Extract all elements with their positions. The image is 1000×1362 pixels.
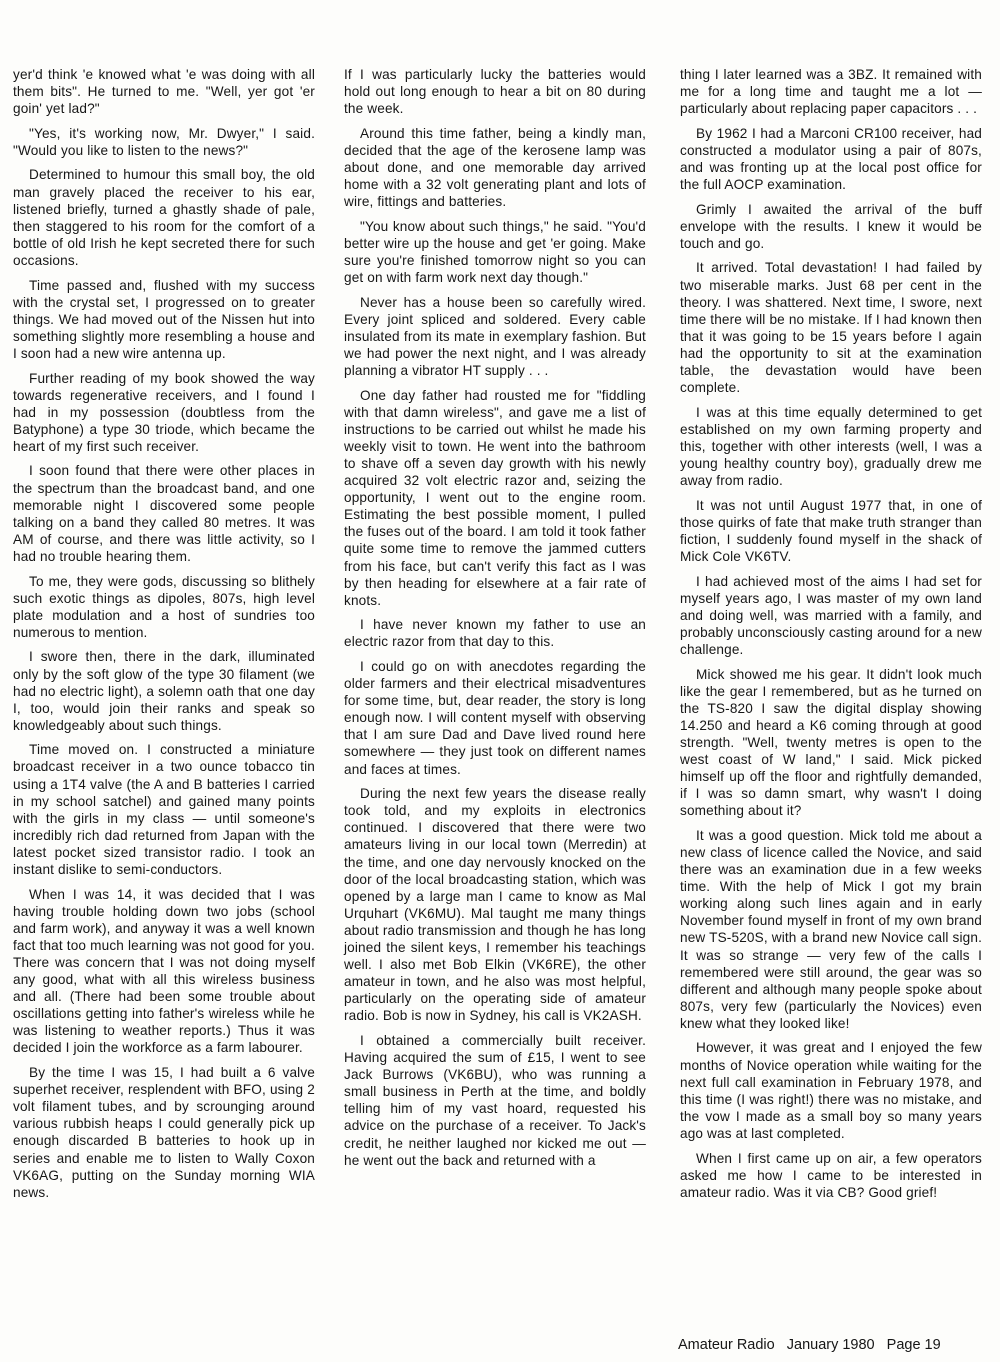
- paragraph: I swore then, there in the dark, illuminated only by the soft glow of the type 30 filament (we had no electric light), a solemn oath that one day I, too, would join their ranks and speak so knowledgeably about such things.: [13, 649, 315, 733]
- issue-date: January 1980: [786, 1337, 875, 1353]
- paragraph: I soon found that there were other places in the spectrum than the broadcast band, and one memorable night I discovered some people talking on a band they called 80 metres. It was AM of course, and there was little activity, so I had no trouble hearing them.: [13, 463, 315, 564]
- paragraph: I could go on with anecdotes regarding the older farmers and their electrical misadventures for some time, but, dear reader, the story is long enough now. I will content myself with observing that I am sure Dad and Dave lived round here somewhere — they just took on different names and faces at times.: [344, 659, 646, 777]
- paragraph: "Yes, it's working now, Mr. Dwyer," I said. "Would you like to listen to the news?": [13, 125, 315, 158]
- paragraph: I obtained a commercially built receiver. Having acquired the sum of £15, I went to see Jack Burrows (VK6BU), who was running a small business in Perth at the time, and boldly telling him of my vast hoard, requested his advice on the purchase of a receiver. To Jack's credit, he neither laughed nor kicked me out — he went out the back and returned with a: [344, 1032, 646, 1168]
- page-number: Page 19: [886, 1337, 941, 1353]
- paragraph: I had achieved most of the aims I had set for myself years ago, I was master of my own land and doing well, was married with a family, and probably unconsciously casting around for a new challenge.: [680, 573, 982, 657]
- paragraph: When I first came up on air, a few operators asked me how I came to be interested in amateur radio. Was it via CB? Good grief!: [680, 1150, 982, 1200]
- paragraph: Time passed and, flushed with my success with the crystal set, I progressed on to greater things. We had moved out of the Nissen hut into something slightly more resembling a house and I soon had a new wire antenna up.: [13, 277, 315, 361]
- text-column-3: [680, 66, 982, 1208]
- paragraph: To me, they were gods, discussing so blithely such exotic things as dipoles, 807s, high level plate modulation and a host of sundries too numerous to mention.: [13, 573, 315, 640]
- paragraph: If I was particularly lucky the batteries would hold out long enough to hear a bit on 80 during the week.: [344, 67, 646, 117]
- paragraph: I have never known my father to use an electric razor from that day to this.: [344, 617, 646, 650]
- paragraph: It was a good question. Mick told me about a new class of licence called the Novice, and said there was an examination due in a few weeks time. With the help of Mick I got my brain working along such lines again and in early November found myself in front of my own brand new TS-520S, with a brand new Novice call sign. It was so strange — very few of the calls I remembered were still around, the gear was so different and although many people spoke about 807s, very few (particularly the Novices) even knew what they looked like!: [680, 827, 982, 1031]
- paragraph: Time moved on. I constructed a miniature broadcast receiver in a two ounce tobacco tin using a 1T4 valve (the A and B batteries I carried in my school satchel) and gained many points with the girls in my class — until someone's incredibly rich dad returned from Japan with the latest pocket sized transistor radio. I took an instant dislike to semi-conductors.: [13, 742, 315, 878]
- paragraph: Further reading of my book showed the way towards regenerative receivers, and I found I had in my possession (doubtless from the Batyphone) a type 30 triode, which became the heart of my first such receiver.: [13, 370, 315, 454]
- page-footer: [678, 1336, 988, 1354]
- paragraph: Determined to humour this small boy, the old man gravely placed the receiver to his ear, listened briefly, turned a ghastly shade of pale, then staggered to his room for the comfort of a bottle of old Irish he kept secreted there for such occasions.: [13, 167, 315, 268]
- paragraph: Grimly I awaited the arrival of the buff envelope with the results. I knew it would be touch and go.: [680, 201, 982, 251]
- paragraph: During the next few years the disease really took told, and my exploits in electronics continued. I discovered that there were two amateurs living in our local town (Merredin) at the time, and one day nervously knocked on the door of the local broadcasting station, which was opened by a large man I came to know as Mal Urquhart (VK6MU). Mal taught me many things about radio transmission and though he has long joined the silent keys, I remember his teachings well. I also met Bob Elkin (VK6RE), the other amateur in town, and he also was most helpful, particularly on the operating side of amateur radio. Bob is now in Sydney, his call is VK2ASH.: [344, 786, 646, 1024]
- paragraph: Never has a house been so carefully wired. Every joint spliced and soldered. Every cable insulated from its mate in exemplary fashion. But we had power the next night, and I was already planning a vibrator HT supply . . .: [344, 294, 646, 378]
- paragraph: One day father had rousted me for "fiddling with that damn wireless", and gave me a list of instructions to be carried out whilst he made his weekly visit to town. He went into the bathroom to shave off a seven day growth with his newly acquired 32 volt electric razor and, seizing the opportunity, I went out to the engine room. Estimating the best possible moment, I pulled the fuses out of the board. I am told it took father quite some time to remove the jammed cutters from his face, but can't verify this fact as I was by then heading for elsewhere at a fair rate of knots.: [344, 387, 646, 608]
- text-column-1: [13, 66, 315, 1208]
- paragraph: "You know about such things," he said. "You'd better wire up the house and get 'er going. Make sure you're finished tomorrow night so you can get on with farm work next day though.": [344, 218, 646, 286]
- paragraph: By the time I was 15, I had built a 6 valve superhet receiver, resplendent with BFO, using 2 volt filament tubes, and by scrounging around various rubbish heaps I could generally pick up enough discarded B batteries to hook up in series and enable me to listen to Wally Coxon VK6AG, putting on the Sunday morning WIA news.: [13, 1065, 315, 1200]
- paragraph: Around this time father, being a kindly man, decided that the age of the kerosene lamp was about done, and one memorable day arrived home with a 32 volt generating plant and lots of wire, fittings and batteries.: [344, 125, 646, 210]
- paragraph: It arrived. Total devastation! I had failed by two miserable marks. Just 68 per cent in the theory. I was shattered. Next time, I swore, next time there will be no mistake. If I had known then that it was going to be 15 years before I again had the opportunity to sit at the examination table, the devastation would have been complete.: [680, 260, 982, 396]
- paragraph: Mick showed me his gear. It didn't look much like the gear I remembered, but as he turned on the TS-820 I saw the digital display showing 14.250 and heard a K6 coming through at good strength. "Well, twenty metres is open to the west coast of W land," I said. Mick picked himself up off the floor and rightfully demanded, if I was so damn smart, why wasn't I doing something about it?: [680, 666, 982, 819]
- paragraph: I was at this time equally determined to get established on my own farming property and this, together with other interests (well, I was a young healthy country boy), gradually drew me away from radio.: [680, 404, 982, 489]
- paragraph: thing I later learned was a 3BZ. It remained with me for a long time and taught me a lot — particularly about replacing paper capacitors . . .: [680, 67, 982, 117]
- paragraph: By 1962 I had a Marconi CR100 receiver, had constructed a modulator using a pair of 807s, and was fronting up at the local post office for the full AOCP examination.: [680, 125, 982, 193]
- paragraph: It was not until August 1977 that, in one of those quirks of fate that make truth stranger than fiction, I suddenly found myself in the shack of Mick Cole VK6TV.: [680, 497, 982, 564]
- paragraph: When I was 14, it was decided that I was having trouble holding down two jobs (school and farm work), and anyway it was a well known fact that too much learning was not good for you. There was concern that I was not doing myself any good, what with all this wireless business and all. (There had been some trouble about oscillations getting into father's wireless while he was listening to weather reports.) Thus it was decided I join the workforce as a farm labourer.: [13, 886, 315, 1056]
- paragraph: However, it was great and I enjoyed the few months of Novice operation while waiting for the next full call examination in February 1978, and this time (I was right!) there was no mistake, and the vow I made as a small boy so many years ago was at last completed.: [680, 1040, 982, 1141]
- publication-name: Amateur Radio: [678, 1337, 775, 1353]
- paragraph: yer'd think 'e knowed what 'e was doing with all them bits". He turned to me. "Well, yer got 'er goin' yet lad?": [13, 67, 315, 117]
- text-column-2: [344, 66, 646, 1176]
